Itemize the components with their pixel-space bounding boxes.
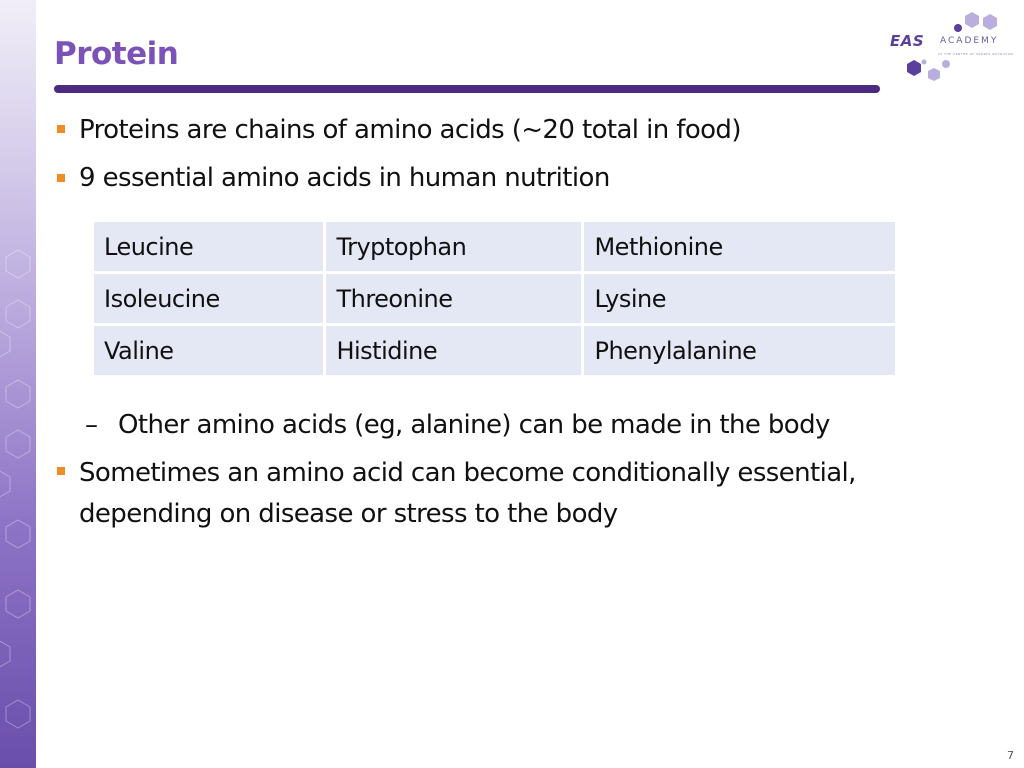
bullet-text: Proteins are chains of amino acids (~20 total in food) xyxy=(79,115,741,145)
table-cell: Lysine xyxy=(584,274,895,326)
table-cell: Tryptophan xyxy=(326,222,584,274)
table-row xyxy=(94,326,895,375)
sub-bullet-text: Other amino acids (eg, alanine) can be made in the body xyxy=(118,410,830,440)
bullet-text-line-2: depending on disease or stress to the body xyxy=(79,499,618,529)
table-cell: Leucine xyxy=(94,222,326,274)
table-cell: Histidine xyxy=(326,326,584,375)
essential-amino-acids-table xyxy=(94,222,895,375)
table-cell: Valine xyxy=(94,326,326,375)
bullet-text-line-1: Sometimes an amino acid can become conditionally essential, xyxy=(79,458,856,488)
logo-word: ACADEMY xyxy=(940,36,999,46)
table-cell: Threonine xyxy=(326,274,584,326)
bullet-text: 9 essential amino acids in human nutrition xyxy=(79,163,610,193)
logo-brand: EAS xyxy=(890,32,925,50)
hexagon-pattern xyxy=(0,0,36,768)
logo-tagline: AT THE CENTER OF SPORTS NUTRITION xyxy=(938,52,1014,56)
table-row xyxy=(94,222,895,274)
title-divider xyxy=(54,85,880,93)
table-cell: Isoleucine xyxy=(94,274,326,326)
sub-bullet-marker: – xyxy=(85,410,98,440)
slide-title: Protein xyxy=(54,36,179,72)
eas-academy-logo xyxy=(884,8,1020,84)
bullet-marker xyxy=(57,125,65,133)
bullet-marker xyxy=(57,174,65,182)
table-row xyxy=(94,274,895,326)
decorative-side-band xyxy=(0,0,36,768)
table-cell: Phenylalanine xyxy=(584,326,895,375)
bullet-marker xyxy=(57,467,65,475)
page-number: 7 xyxy=(1007,749,1014,762)
table-cell: Methionine xyxy=(584,222,895,274)
